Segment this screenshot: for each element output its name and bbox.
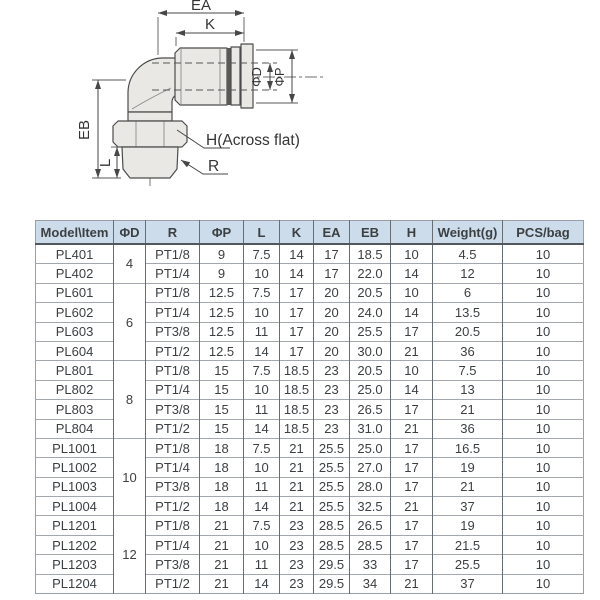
model-cell: PL603 xyxy=(36,322,114,341)
pcs-cell: 10 xyxy=(503,555,584,574)
weight-cell: 4.5 xyxy=(433,244,503,264)
model-cell: PL1202 xyxy=(36,535,114,554)
k-cell: 14 xyxy=(280,244,314,264)
h-cell: 17 xyxy=(391,477,433,496)
k-cell: 23 xyxy=(280,516,314,535)
pcs-cell: 10 xyxy=(503,264,584,283)
r-cell: PT1/4 xyxy=(146,458,200,477)
r-cell: PT1/4 xyxy=(146,264,200,283)
table-body xyxy=(36,244,584,594)
model-cell: PL601 xyxy=(36,283,114,302)
h-cell: 17 xyxy=(391,458,433,477)
r-cell: PT1/2 xyxy=(146,341,200,360)
k-cell: 18.5 xyxy=(280,400,314,419)
weight-cell: 19 xyxy=(433,458,503,477)
eb-cell: 28.0 xyxy=(350,477,391,496)
phi_p-cell: 9 xyxy=(200,264,244,283)
spec-table xyxy=(35,220,584,594)
k-cell: 14 xyxy=(280,264,314,283)
weight-cell: 36 xyxy=(433,419,503,438)
pcs-cell: 10 xyxy=(503,341,584,360)
weight-cell: 13.5 xyxy=(433,303,503,322)
ea-cell: 25.5 xyxy=(314,497,350,516)
r-cell: PT3/8 xyxy=(146,477,200,496)
header-row xyxy=(36,221,584,245)
weight-cell: 36 xyxy=(433,341,503,360)
elbow-body xyxy=(128,58,180,112)
phi_p-cell: 21 xyxy=(200,574,244,593)
pcs-cell: 10 xyxy=(503,322,584,341)
r-cell: PT1/4 xyxy=(146,380,200,399)
dim-label-l: L xyxy=(97,158,114,168)
col-header-7: EB xyxy=(350,221,391,245)
r-leader-line xyxy=(181,160,228,174)
h-cell: 10 xyxy=(391,361,433,380)
col-header-3: ΦP xyxy=(200,221,244,245)
tube-od-cell: 12 xyxy=(114,516,146,594)
cap-ring xyxy=(231,47,240,105)
dim-label-ea: EA xyxy=(190,0,212,14)
k-cell: 17 xyxy=(280,283,314,302)
weight-cell: 20.5 xyxy=(433,322,503,341)
eb-cell: 34 xyxy=(350,574,391,593)
l-cell: 7.5 xyxy=(244,361,280,380)
pcs-cell: 10 xyxy=(503,380,584,399)
weight-cell: 19 xyxy=(433,516,503,535)
h-cell: 10 xyxy=(391,283,433,302)
ea-cell: 17 xyxy=(314,244,350,264)
dim-label-phi-d: ΦD xyxy=(249,67,264,87)
eb-cell: 20.5 xyxy=(350,283,391,302)
ea-cell: 20 xyxy=(314,283,350,302)
l-cell: 11 xyxy=(244,400,280,419)
r-cell: PT1/8 xyxy=(146,361,200,380)
eb-cell: 32.5 xyxy=(350,497,391,516)
model-cell: PL802 xyxy=(36,380,114,399)
phi_p-cell: 15 xyxy=(200,419,244,438)
k-cell: 21 xyxy=(280,497,314,516)
h-cell: 21 xyxy=(391,574,433,593)
h-cell: 14 xyxy=(391,303,433,322)
r-cell: PT3/8 xyxy=(146,322,200,341)
h-cell: 21 xyxy=(391,419,433,438)
k-cell: 18.5 xyxy=(280,419,314,438)
model-cell: PL604 xyxy=(36,341,114,360)
col-header-2: R xyxy=(146,221,200,245)
eb-cell: 25.5 xyxy=(350,322,391,341)
l-cell: 10 xyxy=(244,458,280,477)
r-cell: PT3/8 xyxy=(146,400,200,419)
l-cell: 10 xyxy=(244,303,280,322)
l-cell: 14 xyxy=(244,419,280,438)
eb-cell: 24.0 xyxy=(350,303,391,322)
l-cell: 7.5 xyxy=(244,516,280,535)
k-cell: 23 xyxy=(280,555,314,574)
pcs-cell: 10 xyxy=(503,438,584,457)
pcs-cell: 10 xyxy=(503,361,584,380)
pcs-cell: 10 xyxy=(503,516,584,535)
phi_p-cell: 9 xyxy=(200,244,244,264)
product-diagram xyxy=(0,0,600,218)
h-cell: 14 xyxy=(391,264,433,283)
eb-cell: 26.5 xyxy=(350,400,391,419)
r-cell: PT1/4 xyxy=(146,535,200,554)
r-cell: PT1/8 xyxy=(146,438,200,457)
h-cell: 17 xyxy=(391,555,433,574)
r-cell: PT3/8 xyxy=(146,555,200,574)
model-cell: PL1004 xyxy=(36,497,114,516)
weight-cell: 25.5 xyxy=(433,555,503,574)
r-cell: PT1/2 xyxy=(146,419,200,438)
dim-label-r: R xyxy=(208,158,220,175)
k-cell: 17 xyxy=(280,322,314,341)
eb-cell: 26.5 xyxy=(350,516,391,535)
ea-cell: 23 xyxy=(314,419,350,438)
table-row xyxy=(36,516,584,535)
l-cell: 7.5 xyxy=(244,438,280,457)
phi_p-cell: 12.5 xyxy=(200,341,244,360)
model-cell: PL1002 xyxy=(36,458,114,477)
col-header-6: EA xyxy=(314,221,350,245)
l-cell: 7.5 xyxy=(244,283,280,302)
phi_p-cell: 18 xyxy=(200,458,244,477)
model-cell: PL402 xyxy=(36,264,114,283)
ea-cell: 20 xyxy=(314,341,350,360)
col-header-4: L xyxy=(244,221,280,245)
ea-cell: 25.5 xyxy=(314,438,350,457)
l-cell: 10 xyxy=(244,535,280,554)
pcs-cell: 10 xyxy=(503,283,584,302)
phi_p-cell: 21 xyxy=(200,535,244,554)
model-cell: PL801 xyxy=(36,361,114,380)
weight-cell: 13 xyxy=(433,380,503,399)
k-cell: 21 xyxy=(280,477,314,496)
phi_p-cell: 18 xyxy=(200,477,244,496)
eb-cell: 33 xyxy=(350,555,391,574)
l-cell: 7.5 xyxy=(244,244,280,264)
model-cell: PL804 xyxy=(36,419,114,438)
r-cell: PT1/8 xyxy=(146,283,200,302)
h-cell: 10 xyxy=(391,244,433,264)
col-header-10: PCS/bag xyxy=(503,221,584,245)
h-cell: 17 xyxy=(391,516,433,535)
eb-cell: 27.0 xyxy=(350,458,391,477)
tube-od-cell: 4 xyxy=(114,244,146,283)
ea-cell: 23 xyxy=(314,400,350,419)
weight-cell: 16.5 xyxy=(433,438,503,457)
ea-cell: 29.5 xyxy=(314,574,350,593)
pcs-cell: 10 xyxy=(503,477,584,496)
phi_p-cell: 15 xyxy=(200,361,244,380)
k-cell: 23 xyxy=(280,535,314,554)
k-cell: 23 xyxy=(280,574,314,593)
pcs-cell: 10 xyxy=(503,419,584,438)
table-row xyxy=(36,361,584,380)
phi_p-cell: 12.5 xyxy=(200,322,244,341)
k-cell: 21 xyxy=(280,458,314,477)
sleeve-body xyxy=(175,48,227,105)
phi_p-cell: 21 xyxy=(200,555,244,574)
r-cell: PT1/8 xyxy=(146,244,200,264)
h-cell: 17 xyxy=(391,400,433,419)
phi_p-cell: 15 xyxy=(200,400,244,419)
l-cell: 11 xyxy=(244,555,280,574)
model-cell: PL602 xyxy=(36,303,114,322)
ea-cell: 17 xyxy=(314,264,350,283)
weight-cell: 7.5 xyxy=(433,361,503,380)
l-cell: 14 xyxy=(244,574,280,593)
phi_p-cell: 18 xyxy=(200,497,244,516)
weight-cell: 6 xyxy=(433,283,503,302)
model-cell: PL1203 xyxy=(36,555,114,574)
l-cell: 11 xyxy=(244,477,280,496)
pcs-cell: 10 xyxy=(503,535,584,554)
r-cell: PT1/2 xyxy=(146,574,200,593)
weight-cell: 21 xyxy=(433,477,503,496)
collar xyxy=(128,112,172,121)
ea-cell: 25.5 xyxy=(314,458,350,477)
col-header-0: Model\Item xyxy=(36,221,114,245)
weight-cell: 37 xyxy=(433,574,503,593)
model-cell: PL1201 xyxy=(36,516,114,535)
weight-cell: 12 xyxy=(433,264,503,283)
col-header-5: K xyxy=(280,221,314,245)
thread xyxy=(122,147,178,178)
ea-cell: 28.5 xyxy=(314,516,350,535)
model-cell: PL401 xyxy=(36,244,114,264)
pcs-cell: 10 xyxy=(503,497,584,516)
dim-label-eb: EB xyxy=(76,119,93,141)
k-cell: 17 xyxy=(280,303,314,322)
table-row xyxy=(36,438,584,457)
col-header-1: ΦD xyxy=(114,221,146,245)
tube-od-cell: 10 xyxy=(114,438,146,516)
model-cell: PL1003 xyxy=(36,477,114,496)
weight-cell: 37 xyxy=(433,497,503,516)
table-row xyxy=(36,283,584,302)
eb-cell: 28.5 xyxy=(350,535,391,554)
k-cell: 18.5 xyxy=(280,380,314,399)
pcs-cell: 10 xyxy=(503,244,584,264)
dim-label-k: K xyxy=(204,16,216,33)
h-cell: 21 xyxy=(391,341,433,360)
h-cell: 14 xyxy=(391,380,433,399)
col-header-9: Weight(g) xyxy=(433,221,503,245)
k-cell: 18.5 xyxy=(280,361,314,380)
k-cell: 21 xyxy=(280,438,314,457)
eb-cell: 18.5 xyxy=(350,244,391,264)
pcs-cell: 10 xyxy=(503,400,584,419)
ea-cell: 20 xyxy=(314,322,350,341)
dim-label-h: H(Across flat) xyxy=(206,132,300,149)
tube-od-cell: 8 xyxy=(114,361,146,439)
h-cell: 17 xyxy=(391,322,433,341)
phi_p-cell: 15 xyxy=(200,380,244,399)
phi_p-cell: 12.5 xyxy=(200,303,244,322)
eb-cell: 25.0 xyxy=(350,380,391,399)
ea-cell: 25.5 xyxy=(314,477,350,496)
r-cell: PT1/2 xyxy=(146,497,200,516)
l-cell: 14 xyxy=(244,497,280,516)
ea-cell: 23 xyxy=(314,361,350,380)
l-cell: 14 xyxy=(244,341,280,360)
weight-cell: 21 xyxy=(433,400,503,419)
h-cell: 21 xyxy=(391,497,433,516)
phi_p-cell: 21 xyxy=(200,516,244,535)
model-cell: PL1204 xyxy=(36,574,114,593)
weight-cell: 21.5 xyxy=(433,535,503,554)
l-cell: 11 xyxy=(244,322,280,341)
h-cell: 17 xyxy=(391,438,433,457)
l-cell: 10 xyxy=(244,380,280,399)
eb-cell: 31.0 xyxy=(350,419,391,438)
ea-cell: 20 xyxy=(314,303,350,322)
ea-cell: 29.5 xyxy=(314,555,350,574)
ea-cell: 28.5 xyxy=(314,535,350,554)
hex-nut xyxy=(113,121,187,147)
pcs-cell: 10 xyxy=(503,458,584,477)
ea-cell: 23 xyxy=(314,380,350,399)
table-row xyxy=(36,244,584,264)
l-cell: 10 xyxy=(244,264,280,283)
eb-cell: 22.0 xyxy=(350,264,391,283)
model-cell: PL1001 xyxy=(36,438,114,457)
tube-od-cell: 6 xyxy=(114,283,146,361)
h-cell: 17 xyxy=(391,535,433,554)
eb-cell: 20.5 xyxy=(350,361,391,380)
phi_p-cell: 12.5 xyxy=(200,283,244,302)
pcs-cell: 10 xyxy=(503,303,584,322)
pcs-cell: 10 xyxy=(503,574,584,593)
eb-cell: 30.0 xyxy=(350,341,391,360)
dim-label-phi-p: ΦP xyxy=(272,67,287,87)
r-cell: PT1/4 xyxy=(146,303,200,322)
eb-cell: 25.0 xyxy=(350,438,391,457)
k-cell: 17 xyxy=(280,341,314,360)
col-header-8: H xyxy=(391,221,433,245)
r-cell: PT1/8 xyxy=(146,516,200,535)
phi_p-cell: 18 xyxy=(200,438,244,457)
model-cell: PL803 xyxy=(36,400,114,419)
